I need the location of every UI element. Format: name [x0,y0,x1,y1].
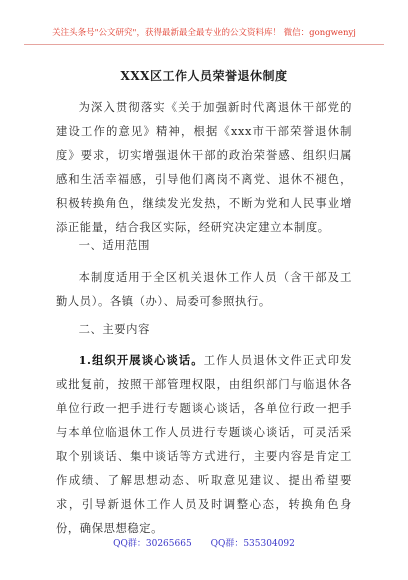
footer-qq-group-2: QQ群：535304092 [210,539,295,549]
intro-paragraph: 为深入贯彻落实《关于加强新时代离退休干部党的建设工作的意见》精神，根据《xxx市干部荣誉退休制度》要求，切实增强退休干部的政治荣誉感、组织归属感和生活幸福感，引导他们离岗不离党、退休不褪色，积极转换角色，继续发光发热，不断为党和人民事业增添正能量，结合我区实际，经研究决定建立本制度。 [56,101,352,234]
section-heading-content: 二、主要内容 [78,323,150,336]
header-banner: 关注头条号"公文研究"，获得最新最全最专业的公文资料库！ 微信：gongwenyj [52,28,356,38]
scope-paragraph: 本制度适用于全区机关退休工作人员（含干部及工勤人员）。各镇（办）、局委可参照执行。 [56,271,352,308]
header-divider [24,44,384,45]
item-1-lead: 1.组织开展谈心谈话。 [78,353,204,367]
footer-contacts [0,536,408,549]
document-title: XXX区工作人员荣誉退休制度 [120,69,288,83]
item-1-paragraph [56,348,352,541]
footer-qq-group-1: QQ群：30265665 [113,539,192,549]
section-heading-scope: 一、适用范围 [78,239,150,252]
item-1-text: 工作人员退休文件正式印发或批复前，按照干部管理权限，由组织部门与临退休各单位行政一把手进行专题谈心谈话，各单位行政一把手与本单位临退休工作人员进行专题谈心谈话，可灵活采取个别谈话、集中谈话等方式进行，主要内容是肯定工作成绩、了解思想动态、听取意见建议、提出希望要求，引导新退休工作人员及时调整心态，转换角色身份，确保思想稳定。 [56,354,352,535]
